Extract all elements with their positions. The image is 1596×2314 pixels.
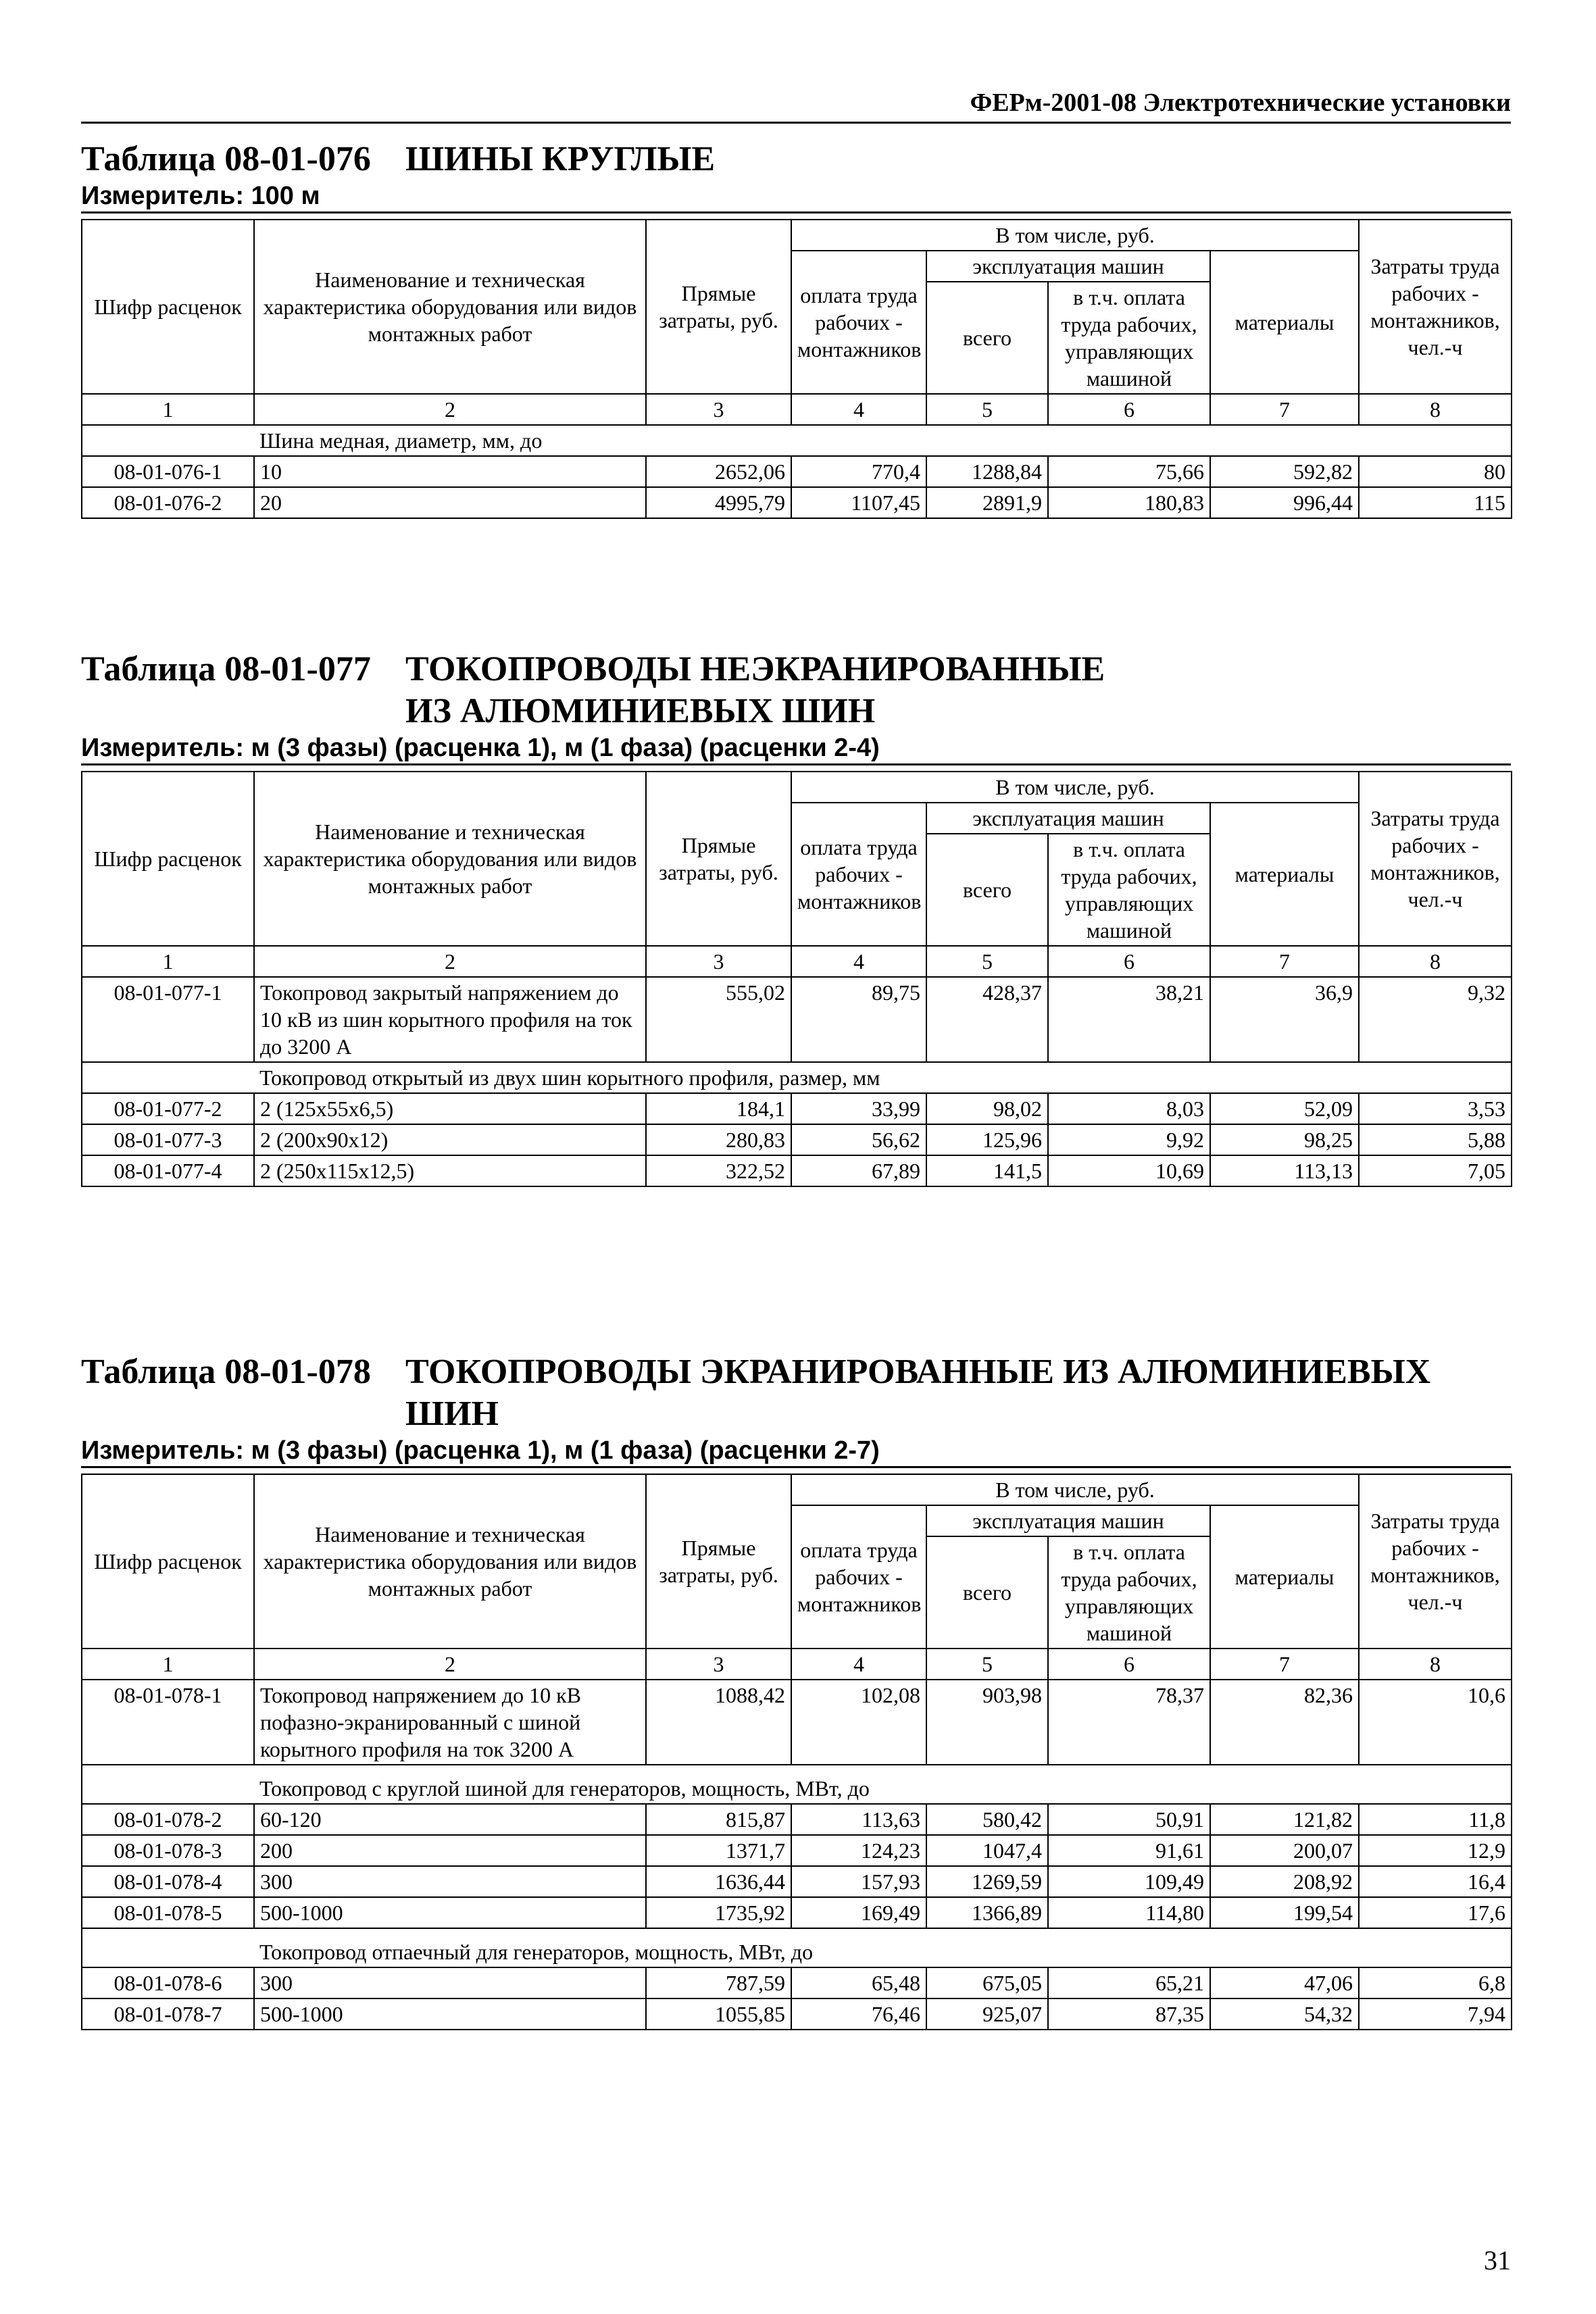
table-cell: 11,8 [1359,1804,1512,1835]
table-cell: 89,75 [791,977,926,1062]
col-header-mwage: в т.ч. оплата труда рабочих, управляющих машиной [1048,282,1210,394]
table-row [82,1093,1512,1124]
col-number: 3 [646,946,791,977]
col-number: 1 [82,1649,254,1680]
table-cell: 428,37 [926,977,1048,1062]
table-cell: 115 [1359,487,1512,518]
col-number: 7 [1210,946,1359,977]
col-header-name: Наименование и техническая характеристика оборудования или видов монтажных работ [254,772,646,946]
col-number: 6 [1048,1649,1210,1680]
col-header-name: Наименование и техническая характеристика оборудования или видов монтажных работ [254,220,646,394]
table-cell: 08-01-078-4 [82,1866,254,1897]
table-cell: 16,4 [1359,1866,1512,1897]
running-header: ФЕРм-2001-08 Электротехнические установки [81,88,1511,124]
col-number: 4 [791,394,926,425]
table-row [82,1155,1512,1186]
table-cell: 76,46 [791,1998,926,2030]
table-cell: 08-01-077-4 [82,1155,254,1186]
table-cell: 124,23 [791,1835,926,1866]
col-number: 3 [646,394,791,425]
table-cell: 113,13 [1210,1155,1359,1186]
table-cell: 141,5 [926,1155,1048,1186]
col-header-incl: В том числе, руб. [791,772,1359,803]
table-cell: 1371,7 [646,1835,791,1866]
group-label: Токопровод отпаечный для генераторов, мощность, МВт, до [254,1928,1512,1967]
table-cell: 925,07 [926,1998,1048,2030]
table-cell: 4995,79 [646,487,791,518]
table-cell: 10,6 [1359,1680,1512,1765]
table-cell: 12,9 [1359,1835,1512,1866]
table-cell: 2891,9 [926,487,1048,518]
table-cell: 38,21 [1048,977,1210,1062]
price-table [81,771,1512,1187]
table-row [82,456,1512,487]
table-cell: 7,94 [1359,1998,1512,2030]
table-cell: 52,09 [1210,1093,1359,1124]
table-cell: 9,32 [1359,977,1512,1062]
table-cell: 500-1000 [254,1897,646,1928]
col-number: 5 [926,1649,1048,1680]
table-name: ШИНЫ КРУГЛЫЕ [405,140,716,178]
table-cell: 08-01-077-3 [82,1124,254,1155]
table-cell: 169,49 [791,1897,926,1928]
table-cell: 98,02 [926,1093,1048,1124]
table-cell: 08-01-078-5 [82,1897,254,1928]
table-cell: 121,82 [1210,1804,1359,1835]
col-number: 1 [82,394,254,425]
table-cell: 33,99 [791,1093,926,1124]
table-row [82,1835,1512,1866]
col-header-incl: В том числе, руб. [791,1474,1359,1505]
col-header-total: всего [926,1536,1048,1649]
table-number: Таблица 08-01-078 [81,1353,371,1391]
table-cell: 80 [1359,456,1512,487]
table-cell: 67,89 [791,1155,926,1186]
table-cell: 500-1000 [254,1998,646,2030]
measure-unit: Измеритель: м (3 фазы) (расценка 1), м (1 фаза) (расценки 2-4) [81,732,1511,765]
col-header-mwage: в т.ч. оплата труда рабочих, управляющих машиной [1048,834,1210,946]
table-cell: 199,54 [1210,1897,1359,1928]
col-header-labor: Затраты труда рабочих - монтажников, чел.-ч [1359,1474,1512,1649]
table-cell: 208,92 [1210,1866,1359,1897]
table-cell: 1269,59 [926,1866,1048,1897]
table-08-01-077-section [81,649,1511,1187]
table-cell: Токопровод закрытый напряжением до 10 кВ из шин корытного профиля на ток до 3200 А [254,977,646,1062]
table-cell: 300 [254,1866,646,1897]
table-cell: 675,05 [926,1967,1048,1998]
col-number: 3 [646,1649,791,1680]
table-cell: 08-01-076-1 [82,456,254,487]
table-cell: 36,9 [1210,977,1359,1062]
col-header-code: Шифр расценок [82,220,254,394]
table-row [82,977,1512,1062]
table-08-01-076-section [81,139,1511,519]
col-header-code: Шифр расценок [82,772,254,946]
group-row [82,1765,1512,1804]
table-cell: 113,63 [791,1804,926,1835]
table-row [82,1998,1512,2030]
table-name: ТОКОПРОВОДЫ НЕЭКРАНИРОВАННЫЕ ИЗ АЛЮМИНИЕВЫХ ШИН [405,650,1105,730]
measure-unit: Измеритель: м (3 фазы) (расценка 1), м (1 фаза) (расценки 2-7) [81,1435,1511,1468]
col-number: 4 [791,946,926,977]
col-header-wage: оплата труда рабочих - монтажников [791,803,926,946]
table-cell: 109,49 [1048,1866,1210,1897]
table-title [81,1351,1511,1435]
table-row [82,1804,1512,1835]
col-header-incl: В том числе, руб. [791,220,1359,251]
table-cell: 60-120 [254,1804,646,1835]
table-08-01-078-section [81,1351,1511,2030]
table-cell: 1636,44 [646,1866,791,1897]
table-cell: 1047,4 [926,1835,1048,1866]
table-cell: 125,96 [926,1124,1048,1155]
group-row [82,1928,1512,1967]
table-cell: 47,06 [1210,1967,1359,1998]
group-label: Шина медная, диаметр, мм, до [254,425,1512,456]
table-number: Таблица 08-01-077 [81,650,371,688]
table-cell: 10,69 [1048,1155,1210,1186]
col-number: 2 [254,394,646,425]
table-cell: 08-01-078-6 [82,1967,254,1998]
col-header-mwage: в т.ч. оплата труда рабочих, управляющих машиной [1048,1536,1210,1649]
col-header-direct: Прямые затраты, руб. [646,220,791,394]
table-row [82,1967,1512,1998]
table-cell: 592,82 [1210,456,1359,487]
table-row [82,1680,1512,1765]
table-cell: 08-01-078-3 [82,1835,254,1866]
table-cell: 10 [254,456,646,487]
table-cell: 1288,84 [926,456,1048,487]
table-cell: 184,1 [646,1093,791,1124]
price-table [81,219,1512,519]
table-cell: 08-01-077-1 [82,977,254,1062]
table-cell: 903,98 [926,1680,1048,1765]
page-number: 31 [1484,2245,1511,2275]
table-cell: 2 (125x55x6,5) [254,1093,646,1124]
table-cell: 65,21 [1048,1967,1210,1998]
table-cell: 787,59 [646,1967,791,1998]
table-cell: 2652,06 [646,456,791,487]
col-number: 7 [1210,394,1359,425]
col-number: 8 [1359,1649,1512,1680]
table-cell: 2 (200x90x12) [254,1124,646,1155]
table-cell: 82,36 [1210,1680,1359,1765]
col-number: 4 [791,1649,926,1680]
measure-unit: Измеритель: 100 м [81,180,1511,213]
table-cell: 98,25 [1210,1124,1359,1155]
table-cell: 6,8 [1359,1967,1512,1998]
table-cell: Токопровод напряжением до 10 кВ пофазно-экранированный с шиной корытного профиля на ток 3200 А [254,1680,646,1765]
table-cell: 2 (250x115x12,5) [254,1155,646,1186]
col-number: 7 [1210,1649,1359,1680]
table-cell: 180,83 [1048,487,1210,518]
col-header-materials: материалы [1210,251,1359,394]
table-title [81,649,1511,732]
col-header-materials: материалы [1210,803,1359,946]
table-row [82,487,1512,518]
table-cell: 1735,92 [646,1897,791,1928]
col-header-machines: эксплуатация машин [926,803,1210,834]
col-header-direct: Прямые затраты, руб. [646,1474,791,1649]
table-cell: 56,62 [791,1124,926,1155]
col-number: 5 [926,394,1048,425]
table-row [82,1866,1512,1897]
col-number: 8 [1359,946,1512,977]
table-cell: 996,44 [1210,487,1359,518]
table-cell: 1107,45 [791,487,926,518]
table-cell: 7,05 [1359,1155,1512,1186]
table-cell: 5,88 [1359,1124,1512,1155]
table-cell: 1088,42 [646,1680,791,1765]
table-cell: 157,93 [791,1866,926,1897]
table-cell: 770,4 [791,456,926,487]
table-cell: 300 [254,1967,646,1998]
col-number: 2 [254,946,646,977]
table-cell: 1366,89 [926,1897,1048,1928]
group-label: Токопровод открытый из двух шин корытного профиля, размер, мм [254,1062,1512,1093]
table-cell: 87,35 [1048,1998,1210,2030]
table-name: ТОКОПРОВОДЫ ЭКРАНИРОВАННЫЕ ИЗ АЛЮМИНИЕВЫХ ШИН [405,1353,1431,1433]
table-cell: 815,87 [646,1804,791,1835]
table-cell: 50,91 [1048,1804,1210,1835]
table-cell: 580,42 [926,1804,1048,1835]
table-cell: 20 [254,487,646,518]
price-table [81,1474,1512,2030]
table-cell: 200,07 [1210,1835,1359,1866]
table-cell: 91,61 [1048,1835,1210,1866]
col-number: 1 [82,946,254,977]
table-cell: 08-01-077-2 [82,1093,254,1124]
table-cell: 17,6 [1359,1897,1512,1928]
table-cell: 75,66 [1048,456,1210,487]
table-cell: 322,52 [646,1155,791,1186]
table-cell: 555,02 [646,977,791,1062]
table-cell: 08-01-078-2 [82,1804,254,1835]
col-header-direct: Прямые затраты, руб. [646,772,791,946]
col-header-total: всего [926,834,1048,946]
group-row [82,1062,1512,1093]
table-cell: 54,32 [1210,1998,1359,2030]
col-number: 5 [926,946,1048,977]
table-row [82,1124,1512,1155]
col-header-wage: оплата труда рабочих - монтажников [791,251,926,394]
table-cell: 9,92 [1048,1124,1210,1155]
table-cell: 08-01-076-2 [82,487,254,518]
table-cell: 102,08 [791,1680,926,1765]
col-header-code: Шифр расценок [82,1474,254,1649]
col-header-materials: материалы [1210,1505,1359,1649]
col-header-labor: Затраты труда рабочих - монтажников, чел.-ч [1359,220,1512,394]
col-header-wage: оплата труда рабочих - монтажников [791,1505,926,1649]
group-row [82,425,1512,456]
table-cell: 1055,85 [646,1998,791,2030]
table-cell: 08-01-078-7 [82,1998,254,2030]
table-cell: 78,37 [1048,1680,1210,1765]
table-cell: 3,53 [1359,1093,1512,1124]
table-cell: 08-01-078-1 [82,1680,254,1765]
col-header-machines: эксплуатация машин [926,1505,1210,1536]
table-cell: 114,80 [1048,1897,1210,1928]
table-number: Таблица 08-01-076 [81,140,371,178]
col-header-total: всего [926,282,1048,394]
group-label: Токопровод с круглой шиной для генераторов, мощность, МВт, до [254,1765,1512,1804]
table-cell: 65,48 [791,1967,926,1998]
table-cell: 8,03 [1048,1093,1210,1124]
col-header-machines: эксплуатация машин [926,251,1210,282]
table-row [82,1897,1512,1928]
table-cell: 200 [254,1835,646,1866]
table-title [81,139,1511,180]
col-header-labor: Затраты труда рабочих - монтажников, чел.-ч [1359,772,1512,946]
col-number: 6 [1048,946,1210,977]
col-number: 6 [1048,394,1210,425]
col-header-name: Наименование и техническая характеристика оборудования или видов монтажных работ [254,1474,646,1649]
col-number: 2 [254,1649,646,1680]
col-number: 8 [1359,394,1512,425]
table-cell: 280,83 [646,1124,791,1155]
